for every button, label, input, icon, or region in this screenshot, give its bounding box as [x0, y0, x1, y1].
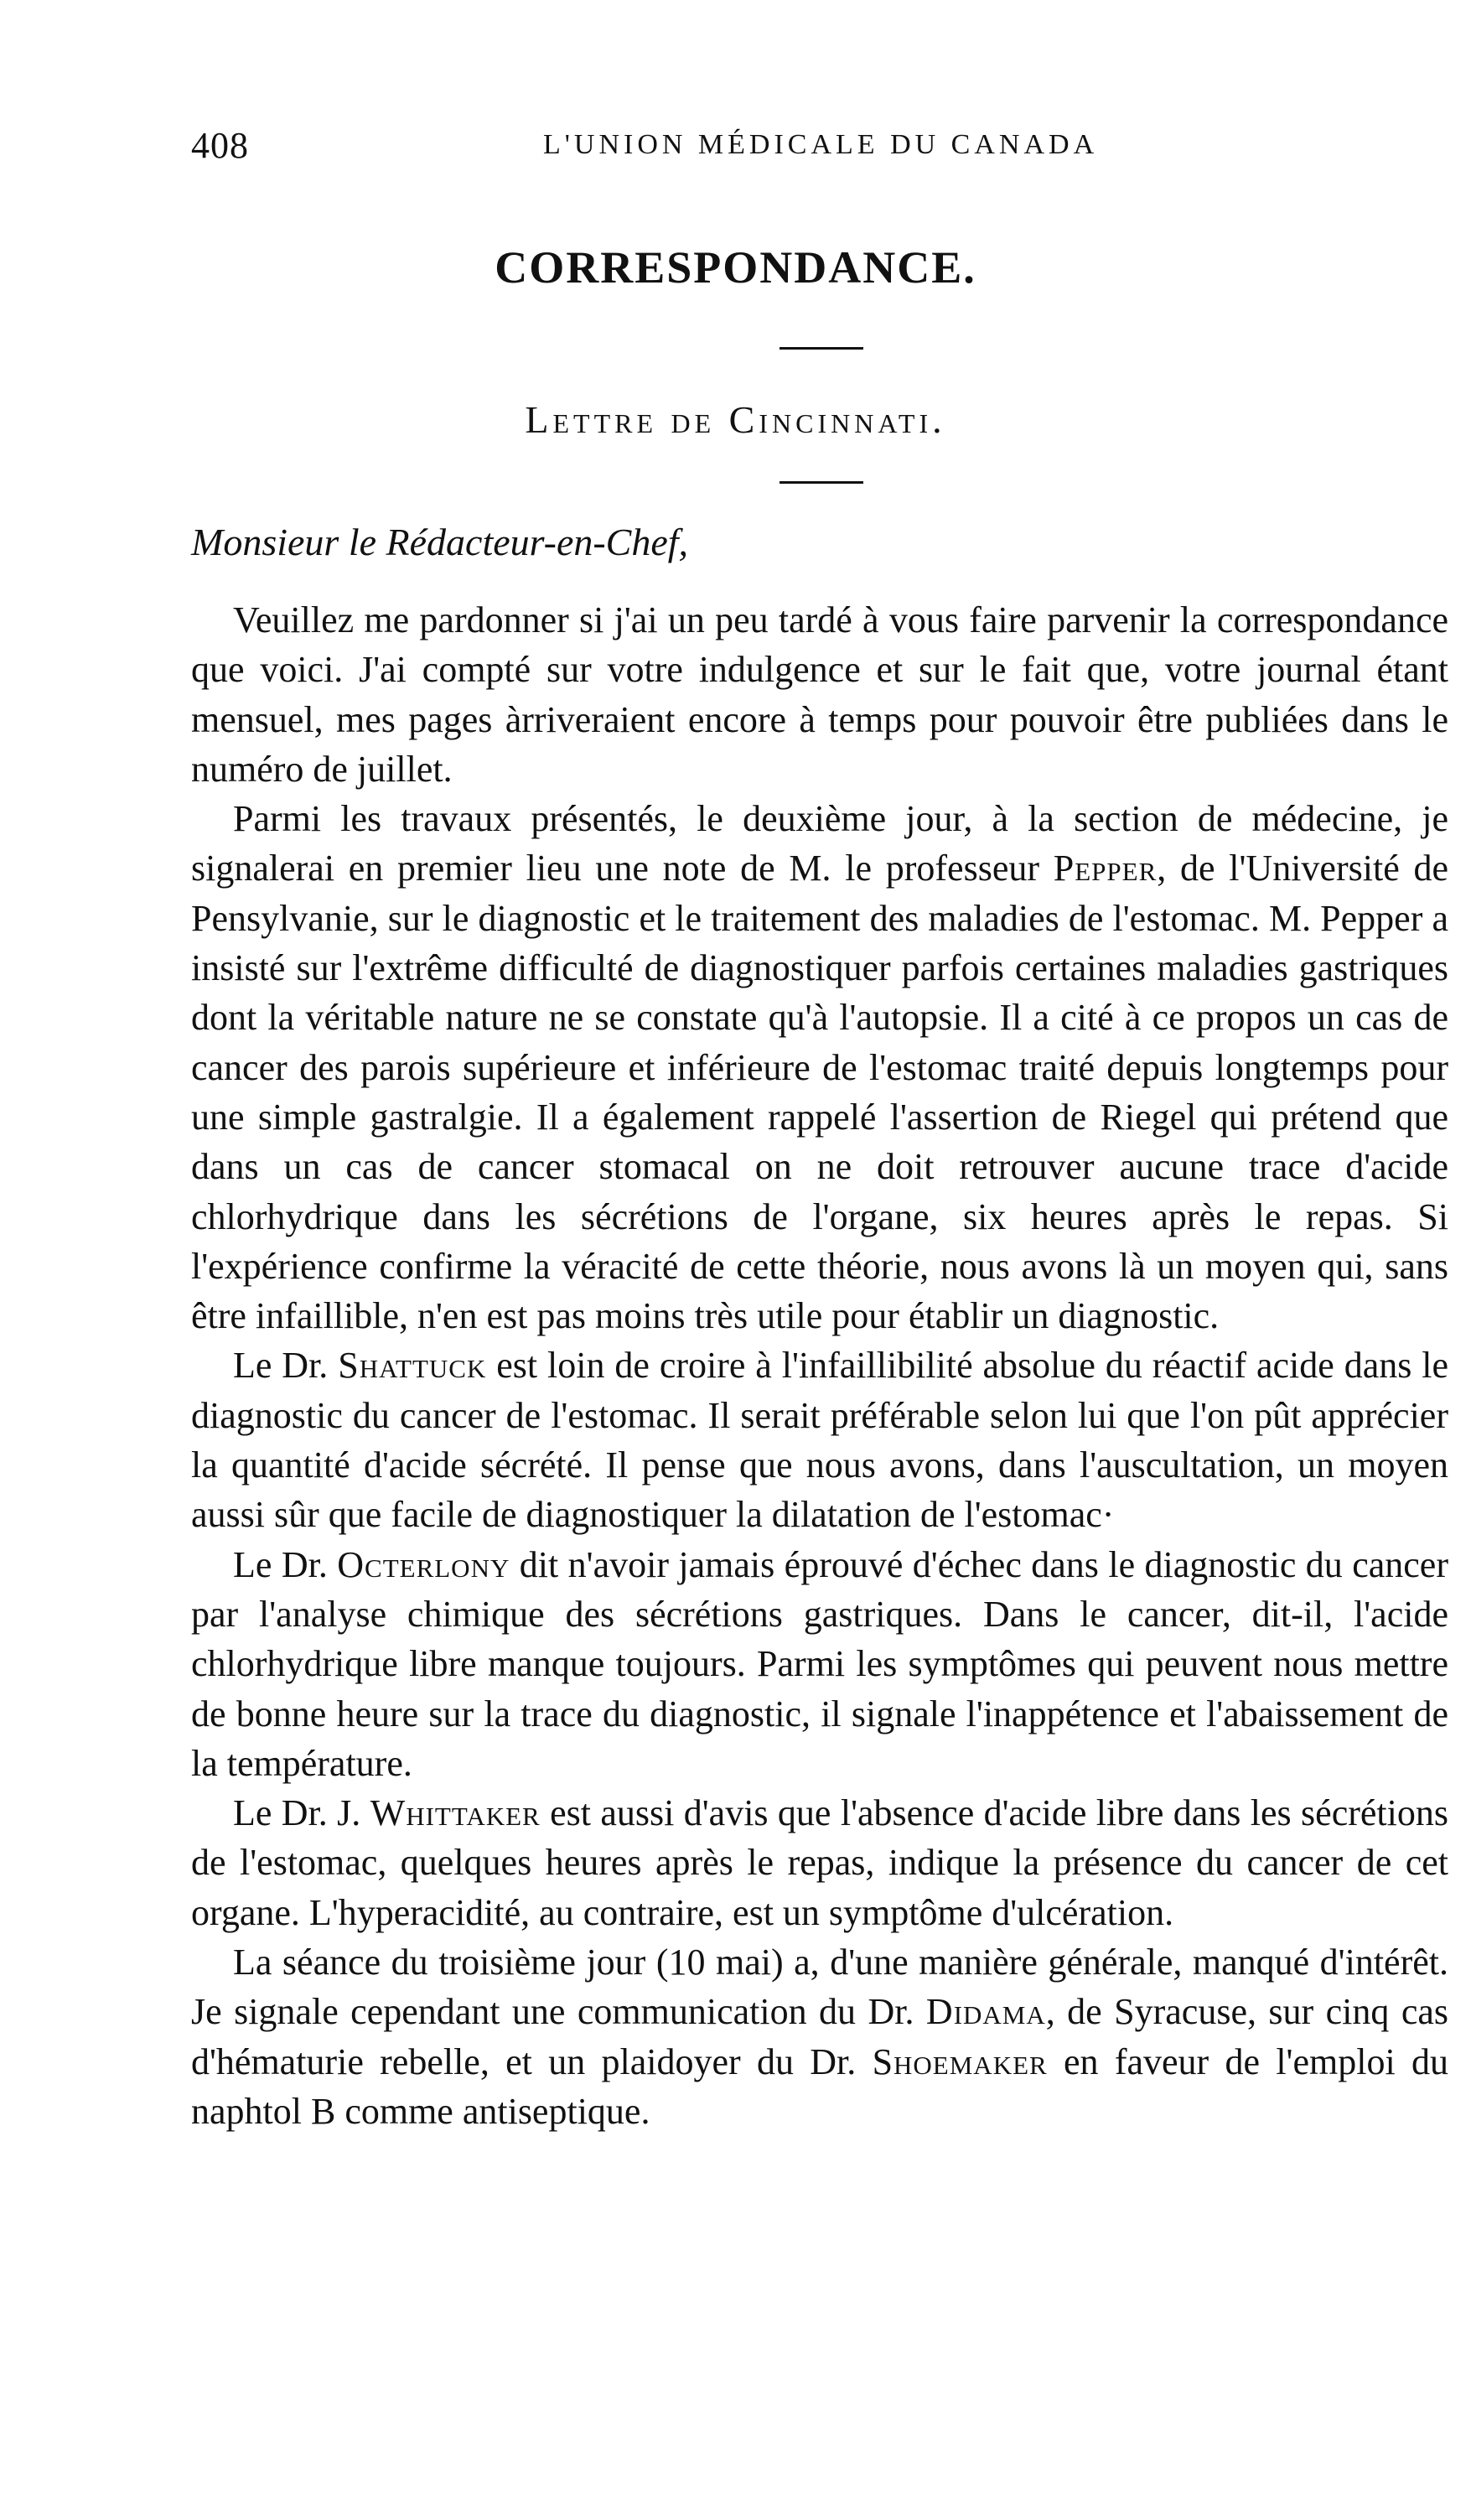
paragraph [191, 1340, 1448, 1539]
paragraph-text: Parmi les travaux présentés, le deuxième jour, à la section de médecine, je signalerai en premier lieu une note de M. le professeur [191, 798, 1448, 889]
person-name: Whittaker [370, 1792, 541, 1834]
journal-title: L'UNION MÉDICALE DU CANADA [543, 129, 1099, 160]
person-name: Pepper [1053, 848, 1158, 889]
paragraph-text: en faveur de l'emploi du naphtol B comme antiseptique. [191, 2040, 1448, 2132]
paragraph-text: , de l'Université de Pensylvanie, sur le diagnostic et le traitement des maladies de l'estomac. M. Pepper a insisté sur l'extrême difficulté de diagnostiquer parfois certaines maladies gastriques dont la véritable nature ne se constate qu'à l'autopsie. Il a cité à ce propos un cas de cancer des parois supérieure et inférieure de l'estomac traité depuis longtemps pour une simple gastralgie. Il a également rappelé l'assertion de Riegel qui prétend que dans un cas de cancer stomacal on ne doit retrouver aucune trace d'acide chlorhydrique dans les sécrétions de l'organe, six heures après le repas. Si l'expérience confirme la véracité de cette théorie, nous avons là un moyen qui, sans être infaillible, n'en est pas moins très utile pour établir un diagnostic. [191, 848, 1448, 1337]
page-number: 408 [191, 125, 249, 166]
letter-body [191, 595, 1448, 2136]
person-name: Didama [925, 1991, 1046, 2033]
letter-subtitle: Lettre de Cincinnati. [525, 398, 946, 441]
paragraph-text: Veuillez me pardonner si j'ai un peu tardé à vous faire parvenir la correspondance que voici. J'ai compté sur votre indulgence et sur le fait que, votre journal étant mensuel, mes pages àrriveraient encore à temps pour pouvoir être publiées dans le numéro de juillet. [191, 599, 1448, 790]
person-name: Octerlony [337, 1543, 510, 1585]
paragraph [191, 1788, 1448, 1937]
paragraph [191, 794, 1448, 1340]
salutation: Monsieur le Rédacteur-en-Chef, [191, 521, 689, 563]
paragraph-text: La séance du troisième jour (10 mai) a, d'une manière générale, manqué d'intérêt. Je signale cependant une communication du Dr. [191, 1942, 1448, 2033]
divider-rule [780, 347, 863, 350]
person-name: Shoemaker [872, 2040, 1048, 2082]
paragraph-text: Le Dr. [233, 1345, 339, 1387]
paragraph-text: dit n'avoir jamais éprouvé d'échec dans le diagnostic du cancer par l'analyse chimique des sécrétions gastriques. Dans le cancer, dit-il, l'acide chlorhydrique libre manque toujours. Parmi les symptômes qui peuvent nous mettre de bonne heure sur la trace du diagnostic, il signale l'inappétence et l'abaissement de la température. [191, 1543, 1448, 1784]
paragraph-text: est aussi d'avis que l'absence d'acide libre dans les sécrétions de l'estomac, quelques heures après le repas, indique la présence du cancer de cet organe. L'hyperacidité, au contraire, est un symptôme d'ulcération. [191, 1792, 1448, 1933]
person-name: Shattuck [338, 1345, 487, 1387]
paragraph [191, 1540, 1448, 1788]
paragraph-text: est loin de croire à l'infaillibilité absolue du réactif acide dans le diagnostic du cancer de l'estomac. Il serait préférable selon lui que l'on pût apprécier la quantité d'acide sécrété. Il pense que nous avons, dans l'auscultation, un moyen aussi sûr que facile de diagnostiquer la dilatation de l'estomac· [191, 1345, 1449, 1536]
paragraph [191, 1937, 1448, 2136]
paragraph-text: Le Dr. [233, 1543, 338, 1585]
section-title: CORRESPONDANCE. [495, 242, 976, 293]
paragraph-text: Le Dr. J. [233, 1792, 370, 1834]
divider-rule [780, 481, 863, 484]
running-head [191, 124, 1314, 174]
paragraph [191, 595, 1448, 794]
paragraph-text: , de Syracuse, sur cinq cas d'hématurie rebelle, et un plaidoyer du Dr. [191, 1991, 1448, 2082]
